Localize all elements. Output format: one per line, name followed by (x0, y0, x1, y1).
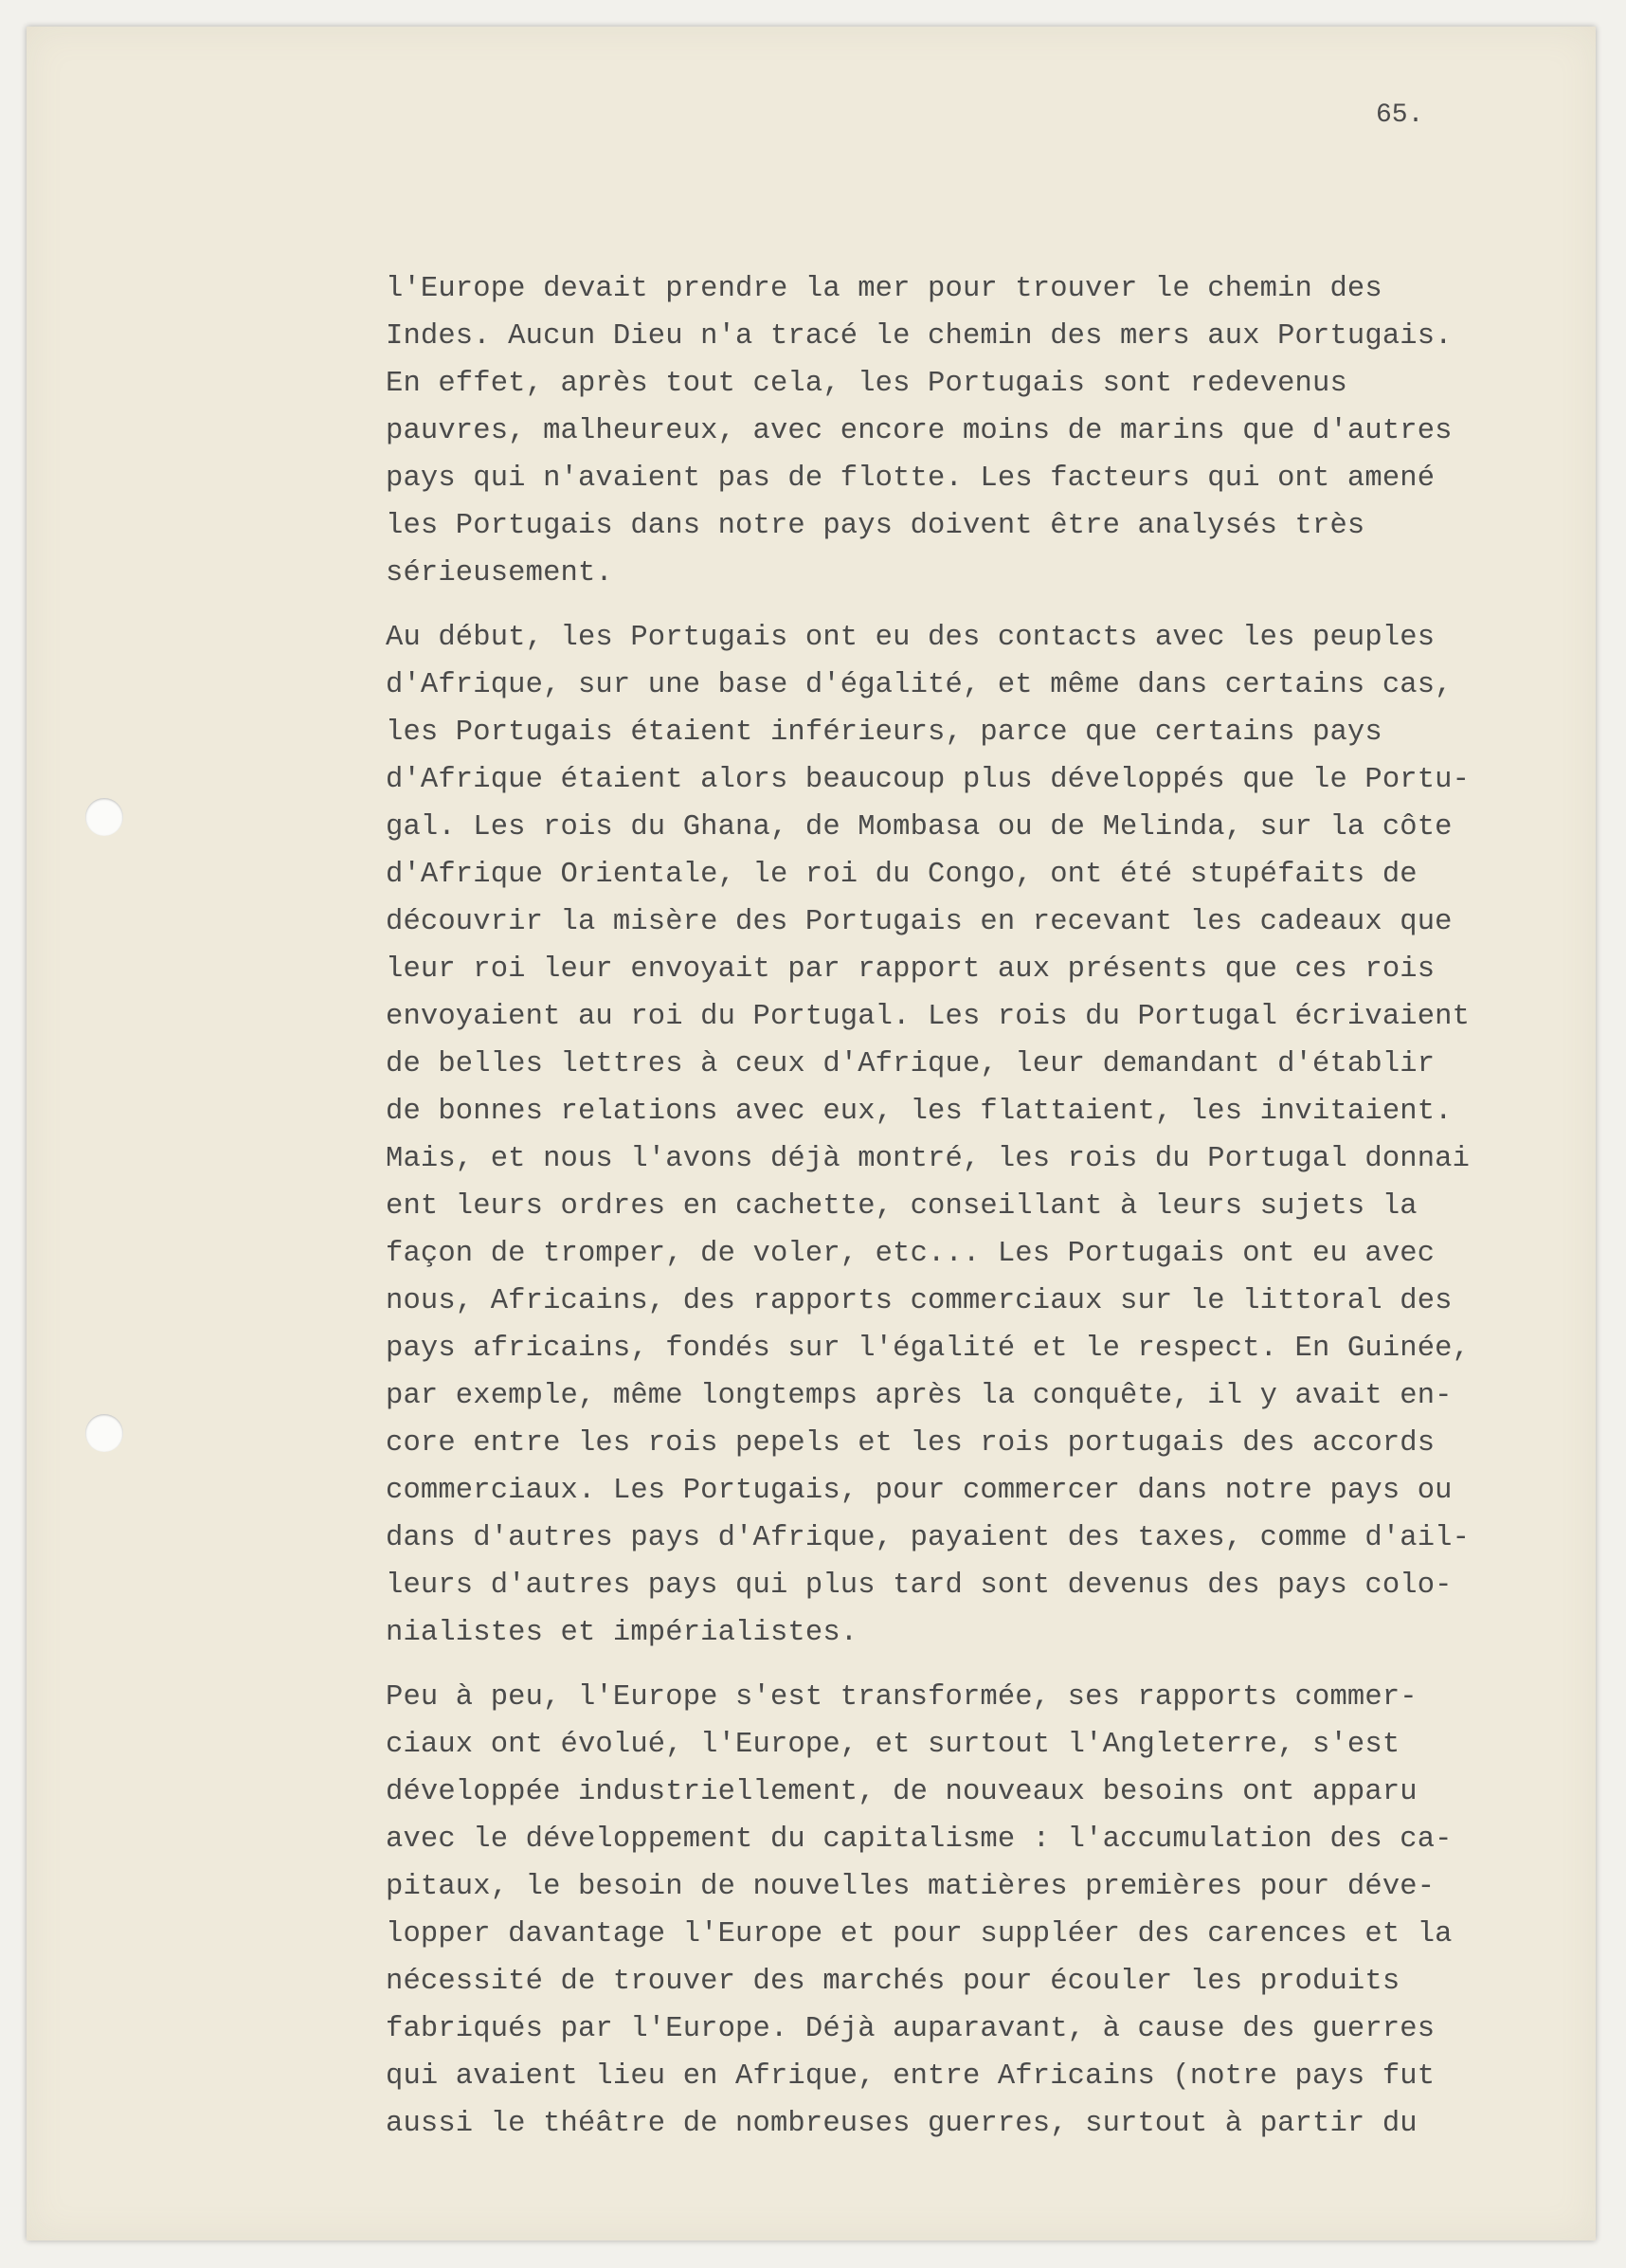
text-line: Mais, et nous l'avons déjà montré, les rois du Portugal donnai (386, 1143, 1471, 1175)
text-line: nous, Africains, des rapports commerciaux sur le littoral des (386, 1285, 1453, 1317)
text-line: pays qui n'avaient pas de flotte. Les facteurs qui ont amené (386, 463, 1436, 495)
punch-hole (85, 1414, 123, 1452)
text-line: façon de tromper, de voler, etc... Les Portugais ont eu avec (386, 1238, 1436, 1270)
text-line: Au début, les Portugais ont eu des contacts avec les peuples (386, 622, 1436, 654)
text-line: leurs d'autres pays qui plus tard sont devenus des pays colo- (386, 1569, 1453, 1602)
text-line: nécessité de trouver des marchés pour écouler les produits (386, 1966, 1400, 1998)
text-line: de belles lettres à ceux d'Afrique, leur demandant d'établir (386, 1048, 1436, 1080)
text-line: pauvres, malheureux, avec encore moins de marins que d'autres (386, 415, 1453, 447)
text-line: dans d'autres pays d'Afrique, payaient des taxes, comme d'ail- (386, 1522, 1471, 1554)
text-line: fabriqués par l'Europe. Déjà auparavant, à cause des guerres (386, 2013, 1436, 2045)
page-number: 65. (1376, 100, 1424, 130)
text-line: qui avaient lieu en Afrique, entre Africains (notre pays fut (386, 2060, 1436, 2093)
paragraph (386, 1674, 1608, 2148)
text-line: envoyaient au roi du Portugal. Les rois du Portugal écrivaient (386, 1001, 1471, 1033)
text-line: avec le développement du capitalisme : l'accumulation des ca- (386, 1823, 1453, 1856)
text-line: d'Afrique, sur une base d'égalité, et même dans certains cas, (386, 669, 1453, 701)
text-line: leur roi leur envoyait par rapport aux présents que ces rois (386, 953, 1436, 986)
text-line: ciaux ont évolué, l'Europe, et surtout l'Angleterre, s'est (386, 1729, 1400, 1761)
text-line: Indes. Aucun Dieu n'a tracé le chemin des mers aux Portugais. (386, 320, 1453, 353)
text-line: pitaux, le besoin de nouvelles matières premières pour déve- (386, 1871, 1436, 1903)
text-line: pays africains, fondés sur l'égalité et le respect. En Guinée, (386, 1333, 1471, 1365)
paragraph (386, 265, 1608, 597)
text-line: d'Afrique étaient alors beaucoup plus développés que le Portu- (386, 764, 1471, 796)
text-line: En effet, après tout cela, les Portugais sont redevenus (386, 368, 1347, 400)
text-line: de bonnes relations avec eux, les flattaient, les invitaient. (386, 1096, 1453, 1128)
text-line: d'Afrique Orientale, le roi du Congo, ont été stupéfaits de (386, 859, 1418, 891)
text-line: Peu à peu, l'Europe s'est transformée, ses rapports commer- (386, 1681, 1418, 1714)
body-text (386, 265, 1608, 2165)
text-line: ent leurs ordres en cachette, conseillant à leurs sujets la (386, 1190, 1418, 1223)
text-line: core entre les rois pepels et les rois portugais des accords (386, 1427, 1436, 1460)
text-line: découvrir la misère des Portugais en recevant les cadeaux que (386, 906, 1453, 938)
text-line: les Portugais dans notre pays doivent être analysés très (386, 510, 1365, 542)
text-line: l'Europe devait prendre la mer pour trouver le chemin des (386, 273, 1382, 305)
punch-hole (85, 798, 123, 836)
text-line: lopper davantage l'Europe et pour suppléer des carences et la (386, 1918, 1453, 1950)
text-line: gal. Les rois du Ghana, de Mombasa ou de Melinda, sur la côte (386, 811, 1453, 844)
text-line: aussi le théâtre de nombreuses guerres, surtout à partir du (386, 2108, 1418, 2140)
paragraph (386, 614, 1608, 1657)
text-line: commerciaux. Les Portugais, pour commercer dans notre pays ou (386, 1475, 1453, 1507)
text-line: nialistes et impérialistes. (386, 1617, 858, 1649)
text-line: développée industriellement, de nouveaux besoins ont apparu (386, 1776, 1418, 1808)
text-line: les Portugais étaient inférieurs, parce que certains pays (386, 717, 1382, 749)
text-line: par exemple, même longtemps après la conquête, il y avait en- (386, 1380, 1453, 1412)
text-line: sérieusement. (386, 557, 613, 590)
